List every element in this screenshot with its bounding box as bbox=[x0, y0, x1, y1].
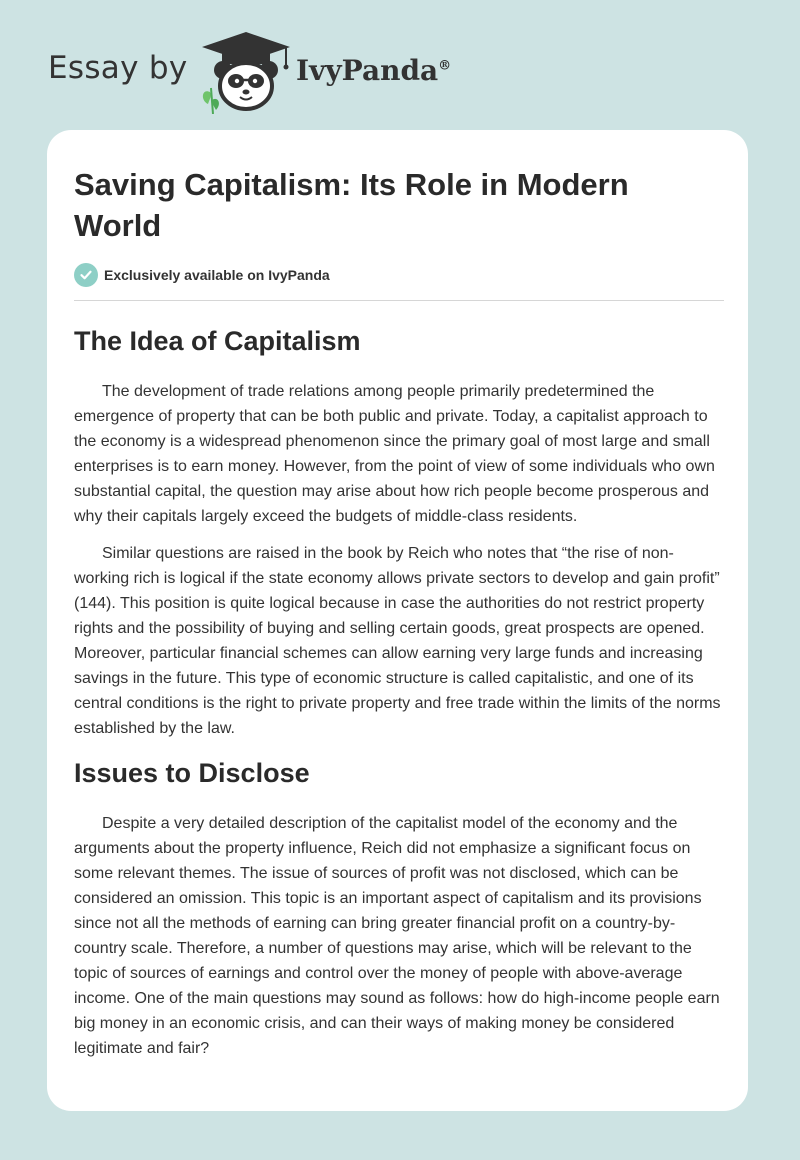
paragraph: Similar questions are raised in the book by Reich who notes that “the rise of non-working rich is logical if the state economy allows private sectors to develop and gain profit” (144). This position is quite logical because in case the authorities do not restrict property rights and the possibility of buying and selling certain goods, great prospects are opened. Moreover, particular financial schemes can allow earning very large funds and increasing savings in the future. This type of economic structure is called capitalistic, and one of its central conditions is the right to private property and free trade within the limits of the norms established by the law. bbox=[74, 545, 721, 737]
essay-content bbox=[74, 164, 724, 1061]
brand-name[interactable]: IvyPanda® bbox=[296, 54, 452, 87]
divider bbox=[74, 300, 724, 301]
section-heading-idea-of-capitalism: The Idea of Capitalism bbox=[74, 326, 361, 356]
check-icon bbox=[74, 263, 98, 287]
paragraph: The development of trade relations among people primarily predetermined the emergence of property that can be both public and private. Today, a capitalist approach to the economy is a widespread phenomenon since the primary goal of most large and small enterprises is to earn money. However, from the point of view of some individuals who own substantial capital, the question may arise about how rich people become prosperous and why their capitals largely exceed the budgets of middle-class residents. bbox=[74, 383, 715, 525]
paragraph: Despite a very detailed description of the capitalist model of the economy and the arguments about the property influence, Reich did not emphasize a significant focus on some relevant themes. The issue of sources of profit was not disclosed, which can be considered an omission. This topic is an important aspect of capitalism and its provisions since not all the methods of earning can bring greater financial profit on a country-by-country scale. Therefore, a number of questions may arise, which will be relevant to the topic of sources of earnings and control over the money of people with above-average income. One of the main questions may sound as follows: how do high-income people earn big money in an economic crisis, and can their ways of making money be considered legitimate and fair? bbox=[74, 815, 720, 1057]
registered-mark: ® bbox=[438, 58, 452, 74]
panda-graduate-icon[interactable] bbox=[198, 30, 294, 114]
exclusive-badge bbox=[74, 262, 724, 288]
section-heading-issues-to-disclose: Issues to Disclose bbox=[74, 758, 310, 788]
page-title: Saving Capitalism: Its Role in Modern World bbox=[74, 167, 629, 243]
essay-card bbox=[47, 130, 748, 1111]
exclusive-badge-text: Exclusively available on IvyPanda bbox=[104, 267, 330, 283]
site-header bbox=[0, 0, 800, 130]
essay-by-label: Essay by bbox=[48, 50, 188, 86]
